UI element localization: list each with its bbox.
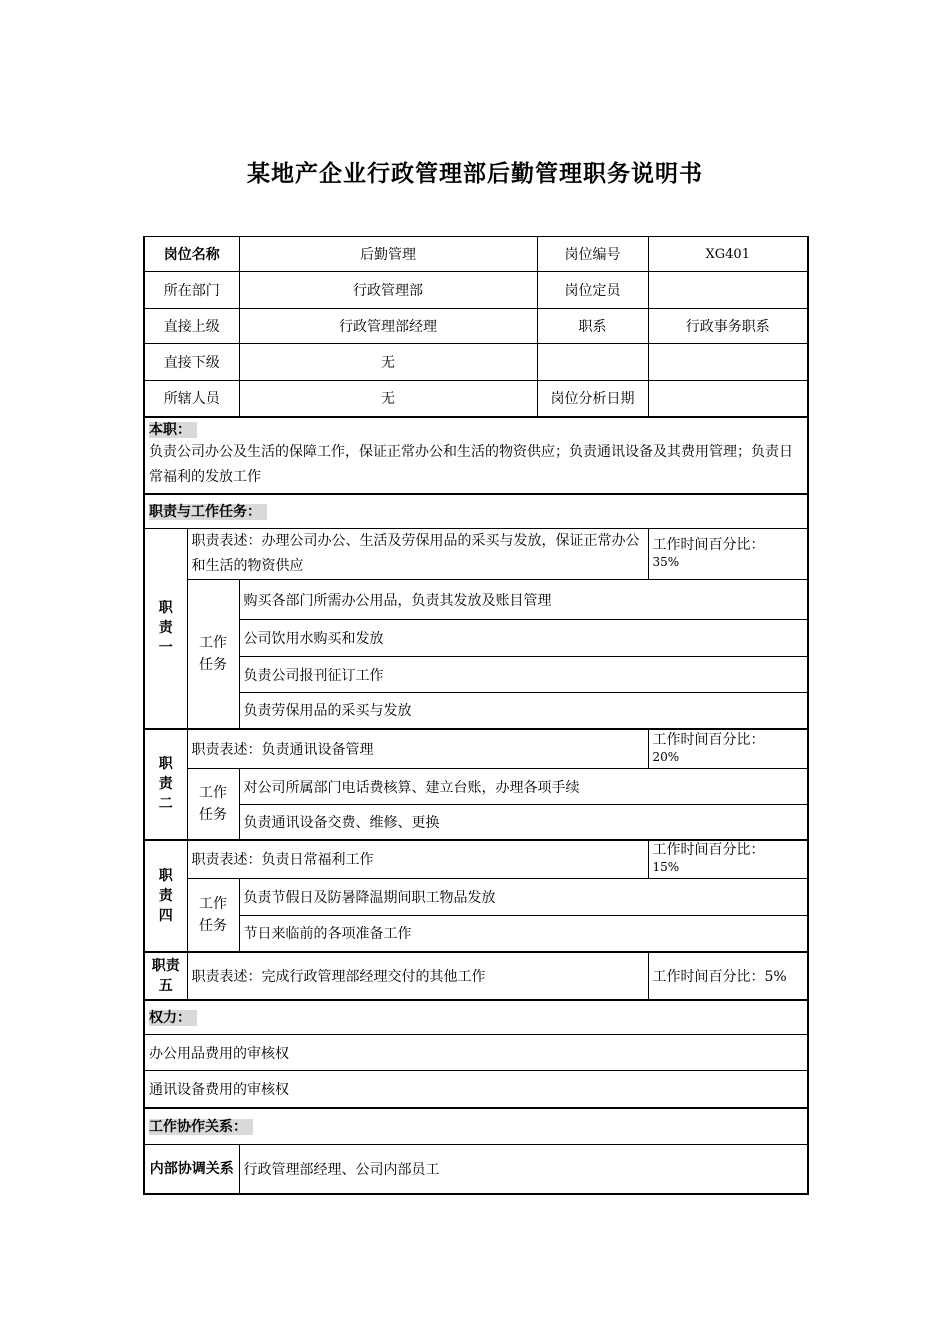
duty-2-desc: 职责表述：负责通讯设备管理	[187, 729, 648, 769]
duty-2-task-label: 工作任务	[187, 769, 239, 840]
duties-header: 职责与工作任务：	[144, 494, 808, 529]
authority-header: 权力：	[144, 1000, 808, 1035]
duty-1-task-4: 负责劳保用品的采买与发放	[239, 693, 808, 729]
duty-2-task-2: 负责通讯设备交费、维修、更换	[239, 805, 808, 840]
staff-value: 无	[239, 381, 537, 417]
duty-4-label: 职责四	[144, 840, 187, 952]
superior-value: 行政管理部经理	[239, 309, 537, 344]
summary-text: 负责公司办公及生活的保障工作，保证正常办公和生活的物资供应；负责通讯设备及其费用管理；负责日常福利的发放工作	[149, 444, 793, 485]
job-description-table	[143, 236, 809, 1195]
internal-relations-label: 内部协调关系	[144, 1145, 239, 1194]
duty-5-label: 职责五	[144, 952, 187, 1000]
post-no-label: 岗位编号	[537, 237, 648, 272]
duty-2-label: 职责二	[144, 729, 187, 840]
authority-item-1: 办公用品费用的审核权	[144, 1035, 808, 1071]
duty-1-task-label: 工作任务	[187, 580, 239, 729]
internal-relations-value: 行政管理部经理、公司内部员工	[239, 1145, 808, 1194]
dept-value: 行政管理部	[239, 272, 537, 309]
summary-section	[144, 417, 808, 494]
quota-value	[648, 272, 808, 309]
duty-4-pct: 工作时间百分比： 15%	[648, 840, 808, 879]
relations-header: 工作协作关系：	[144, 1108, 808, 1145]
duty-1-task-1: 购买各部门所需办公用品，负责其发放及账目管理	[239, 580, 808, 620]
superior-label: 直接上级	[144, 309, 239, 344]
duty-1-label: 职责一	[144, 529, 187, 729]
duty-1-desc: 职责表述：办理公司办公、生活及劳保用品的采买与发放，保证正常办公和生活的物资供应	[187, 529, 648, 580]
empty-cell	[648, 344, 808, 381]
staff-label: 所辖人员	[144, 381, 239, 417]
post-no-value: XG401	[648, 237, 808, 272]
analysis-date-value	[648, 381, 808, 417]
series-value: 行政事务职系	[648, 309, 808, 344]
empty-cell	[537, 344, 648, 381]
post-name-label: 岗位名称	[144, 237, 239, 272]
duty-2-task-1: 对公司所属部门电话费核算、建立台账，办理各项手续	[239, 769, 808, 805]
duty-4-task-label: 工作任务	[187, 879, 239, 952]
duty-2-pct: 工作时间百分比： 20%	[648, 729, 808, 769]
duty-5-pct: 工作时间百分比：5%	[648, 952, 808, 1000]
duty-5-desc: 职责表述：完成行政管理部经理交付的其他工作	[187, 952, 648, 1000]
duty-4-task-1: 负责节假日及防暑降温期间职工物品发放	[239, 879, 808, 916]
summary-label: 本职：	[149, 422, 197, 438]
duty-4-task-2: 节日来临前的各项准备工作	[239, 916, 808, 952]
series-label: 职系	[537, 309, 648, 344]
duty-1-task-3: 负责公司报刊征订工作	[239, 657, 808, 693]
duty-1-task-2: 公司饮用水购买和发放	[239, 620, 808, 657]
duty-1-pct: 工作时间百分比： 35%	[648, 529, 808, 580]
duty-4-desc: 职责表述：负责日常福利工作	[187, 840, 648, 879]
quota-label: 岗位定员	[537, 272, 648, 309]
dept-label: 所在部门	[144, 272, 239, 309]
page-title: 某地产企业行政管理部后勤管理职务说明书	[247, 161, 703, 187]
subordinate-label: 直接下级	[144, 344, 239, 381]
analysis-date-label: 岗位分析日期	[537, 381, 648, 417]
subordinate-value: 无	[239, 344, 537, 381]
authority-item-2: 通讯设备费用的审核权	[144, 1071, 808, 1108]
post-name-value: 后勤管理	[239, 237, 537, 272]
